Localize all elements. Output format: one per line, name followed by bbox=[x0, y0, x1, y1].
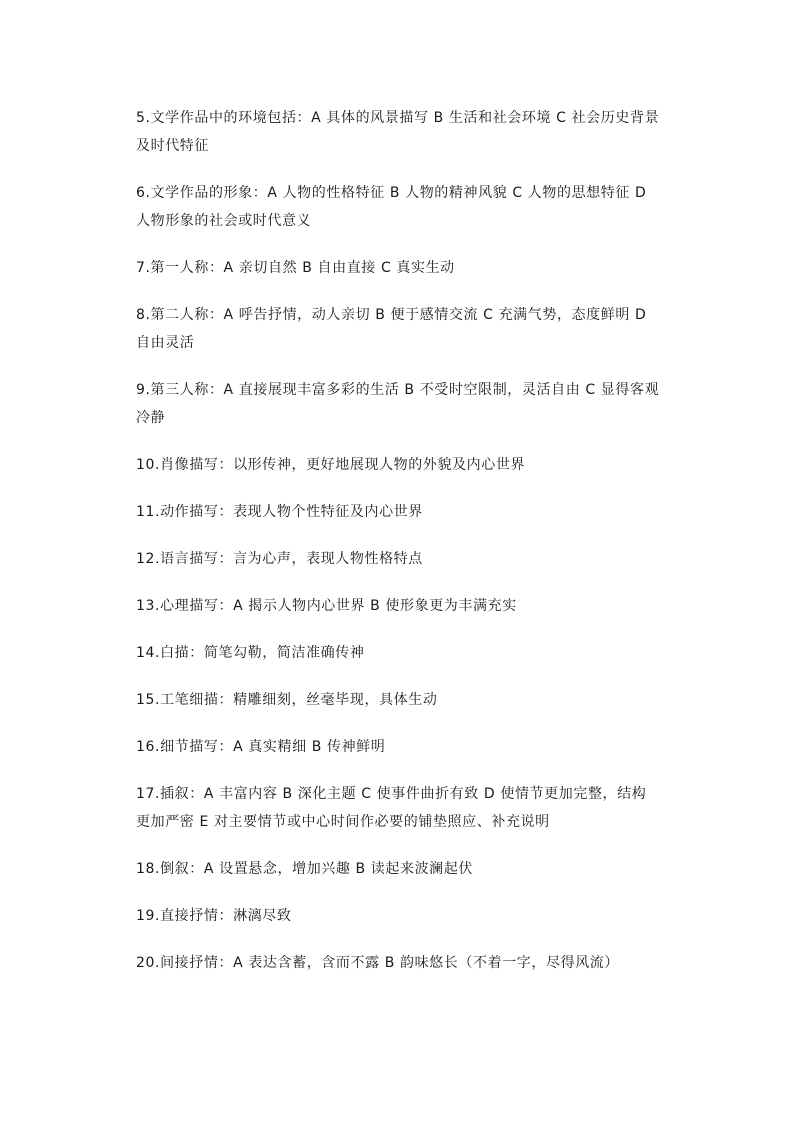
list-item: 10.肖像描写：以形传神，更好地展现人物的外貌及内心世界 bbox=[136, 457, 526, 473]
list-item: 16.细节描写：A 真实精细 B 传神鲜明 bbox=[136, 739, 386, 755]
list-item: 17.插叙：A 丰富内容 B 深化主题 C 使事件曲折有致 D 使情节更加完整，结构更加严密 E 对主要情节或中心时间作必要的铺垫照应、补充说明 bbox=[136, 786, 647, 830]
list-item: 12.语言描写：言为心声，表现人物性格特点 bbox=[136, 551, 423, 567]
list-item: 13.心理描写：A 揭示人物内心世界 B 使形象更为丰满充实 bbox=[136, 598, 517, 614]
list-item: 5.文学作品中的环境包括：A 具体的风景描写 B 生活和社会环境 C 社会历史背景及时代特征 bbox=[136, 110, 660, 154]
list-item: 20.间接抒情：A 表达含蓄，含而不露 B 韵味悠长（不着一字，尽得风流） bbox=[136, 955, 619, 971]
list-item: 6.文学作品的形象：A 人物的性格特征 B 人物的精神风貌 C 人物的思想特征 D 人物形象的社会或时代意义 bbox=[136, 185, 647, 229]
list-item: 9.第三人称：A 直接展现丰富多彩的生活 B 不受时空限制，灵活自由 C 显得客观冷静 bbox=[136, 382, 660, 426]
list-item: 15.工笔细描：精雕细刻，丝毫毕现，具体生动 bbox=[136, 692, 438, 708]
list-item: 11.动作描写：表现人物个性特征及内心世界 bbox=[136, 504, 423, 520]
list-item: 19.直接抒情：淋漓尽致 bbox=[136, 908, 292, 924]
list-item: 7.第一人称：A 亲切自然 B 自由直接 C 真实生动 bbox=[136, 260, 455, 276]
list-item: 18.倒叙：A 设置悬念，增加兴趣 B 读起来波澜起伏 bbox=[136, 861, 473, 877]
list-item: 14.白描：简笔勾勒，简洁准确传神 bbox=[136, 645, 365, 661]
list-item: 8.第二人称：A 呼告抒情，动人亲切 B 便于感情交流 C 充满气势，态度鲜明 D 自由灵活 bbox=[136, 307, 647, 351]
document-body bbox=[136, 104, 660, 996]
